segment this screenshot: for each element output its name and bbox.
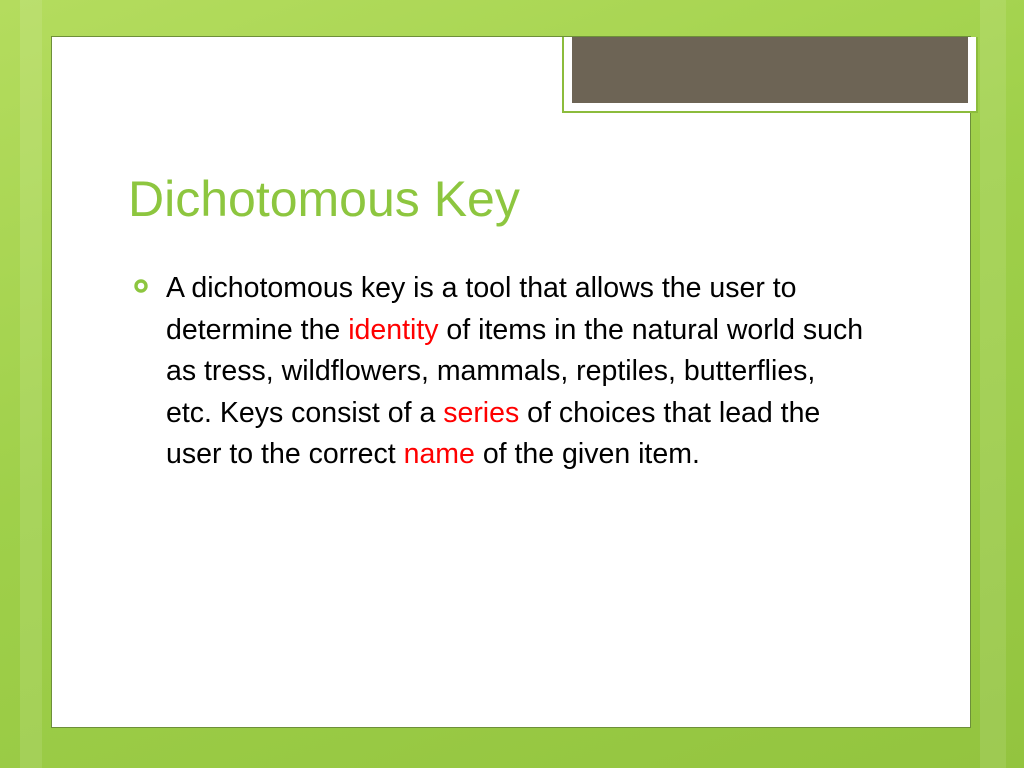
highlight-series: series (443, 396, 520, 429)
bullet-text (166, 268, 866, 476)
text-segment: of items in the natural world such as tress, wildflowers, mammals, reptiles, butterflies, etc. Keys consist of a (166, 313, 864, 429)
background-stripe (980, 0, 1006, 768)
highlight-name: name (403, 438, 475, 470)
text-segment: A dichotomous key is a tool that allows the user to determine the (166, 272, 797, 346)
background-stripe (20, 0, 42, 768)
highlight-identity: identity (348, 313, 439, 346)
circle-bullet-icon (134, 279, 148, 293)
text-segment: of choices that lead the user to the correct (166, 396, 821, 470)
slide-title: Dichotomous Key (128, 171, 520, 227)
text-segment: of the given item. (474, 438, 700, 470)
header-tab (562, 37, 978, 113)
header-tab-fill (572, 37, 968, 103)
